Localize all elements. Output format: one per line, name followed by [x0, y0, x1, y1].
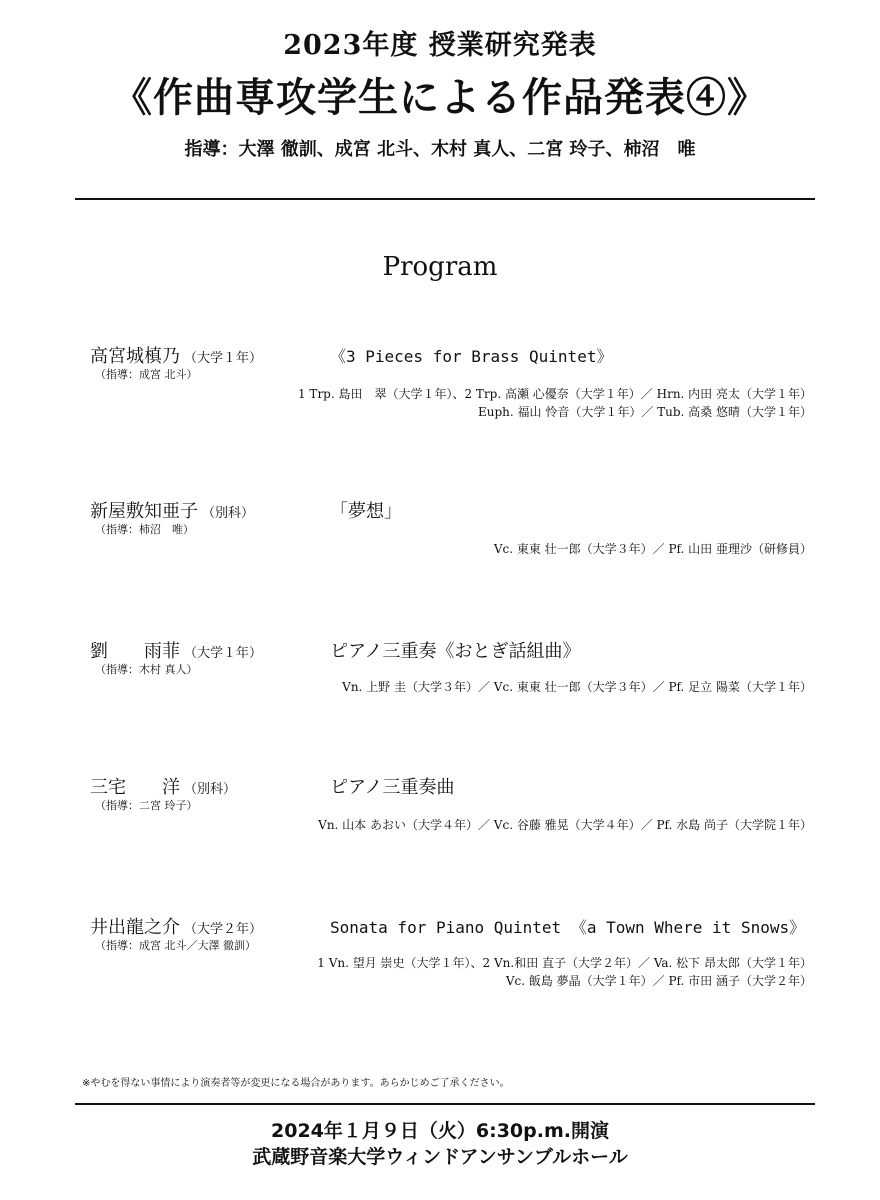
program-heading: Program: [382, 252, 498, 282]
work-title: 《3 Pieces for Brass Quintet》: [330, 347, 613, 366]
performers-line: 1 Vn. 望月 崇史（大学１年）、2 Vn.和田 直子（大学２年）／ Va. 松下 昂太郎（大学１年）: [317, 956, 812, 970]
composer-grade: （大学２年）: [184, 922, 263, 937]
program-entry: [0, 776, 880, 886]
work-title: ピアノ三重奏曲: [330, 777, 455, 798]
top-divider: [75, 198, 815, 200]
composer-grade: （別科）: [184, 782, 237, 797]
concert-title: 《作曲専攻学生による作品発表④》: [112, 74, 768, 121]
program-entry: [0, 345, 880, 455]
performers-line: Vc. 東東 壮一郎（大学３年）／ Pf. 山田 亜理沙（研修員）: [493, 542, 812, 556]
advisor: （指導：二宮 玲子）: [95, 799, 198, 812]
guidance-line: 指導：大澤 徹訓、成宮 北斗、木村 真人、二宮 玲子、柿沼 唯: [184, 139, 696, 160]
composer-name: 新屋敷知亜子 （別科）: [90, 501, 255, 522]
work-title: Sonata for Piano Quintet 《a Town Where it Snows》: [330, 918, 806, 937]
performers-line: 1 Trp. 島田 翠（大学１年）、2 Trp. 高瀬 心優奈（大学１年）／ Hrn. 内田 亮太（大学１年）: [297, 387, 812, 401]
advisor: （指導：柿沼 唯）: [95, 523, 194, 536]
event-venue: 武蔵野音楽大学ウィンドアンサンブルホール: [252, 1146, 628, 1168]
program-entry: [0, 500, 880, 610]
footer: [0, 1118, 880, 1170]
event-datetime: 2024年１月９日（火）6:30p.m.開演: [271, 1120, 609, 1142]
program-entry: [0, 640, 880, 750]
work-title: 「夢想」: [330, 501, 402, 522]
composer-name: 高宮城槙乃 （大学１年）: [90, 346, 263, 367]
performers-line: Vc. 飯島 夢晶（大学１年）／ Pf. 市田 涵子（大学２年）: [505, 974, 812, 988]
performers-line: Euph. 福山 怜音（大学１年）／ Tub. 高桑 悠晴（大学１年）: [477, 405, 812, 419]
work-title: ピアノ三重奏《おとぎ話組曲》: [330, 641, 581, 662]
composer-grade: （大学１年）: [184, 646, 263, 661]
performers-line: Vn. 山本 あおい（大学４年）／ Vc. 谷藤 雅晃（大学４年）／ Pf. 水島 尚子（大学院１年）: [318, 818, 812, 832]
advisor: （指導：木村 真人）: [95, 663, 198, 676]
disclaimer-note: ※やむを得ない事情により演奏者等が変更になる場合があります。あらかじめご了承ください。: [82, 1078, 510, 1089]
bottom-divider: [75, 1103, 815, 1105]
composer-name: 劉 雨菲 （大学１年）: [90, 641, 263, 662]
composer-grade: （別科）: [202, 506, 255, 521]
composer-name: 三宅 洋 （別科）: [90, 777, 237, 798]
advisor: （指導：成宮 北斗／大澤 徹訓）: [95, 939, 256, 952]
composer-name: 井出龍之介 （大学２年）: [90, 917, 263, 938]
performers-line: Vn. 上野 圭（大学３年）／ Vc. 東東 壮一郎（大学３年）／ Pf. 足立 陽菜（大学１年）: [342, 680, 812, 694]
composer-grade: （大学１年）: [184, 351, 263, 366]
year-line: 2023年度 授業研究発表: [283, 30, 597, 61]
program-entry: [0, 916, 880, 1026]
header: [0, 28, 880, 164]
advisor: （指導：成宮 北斗）: [95, 368, 198, 381]
